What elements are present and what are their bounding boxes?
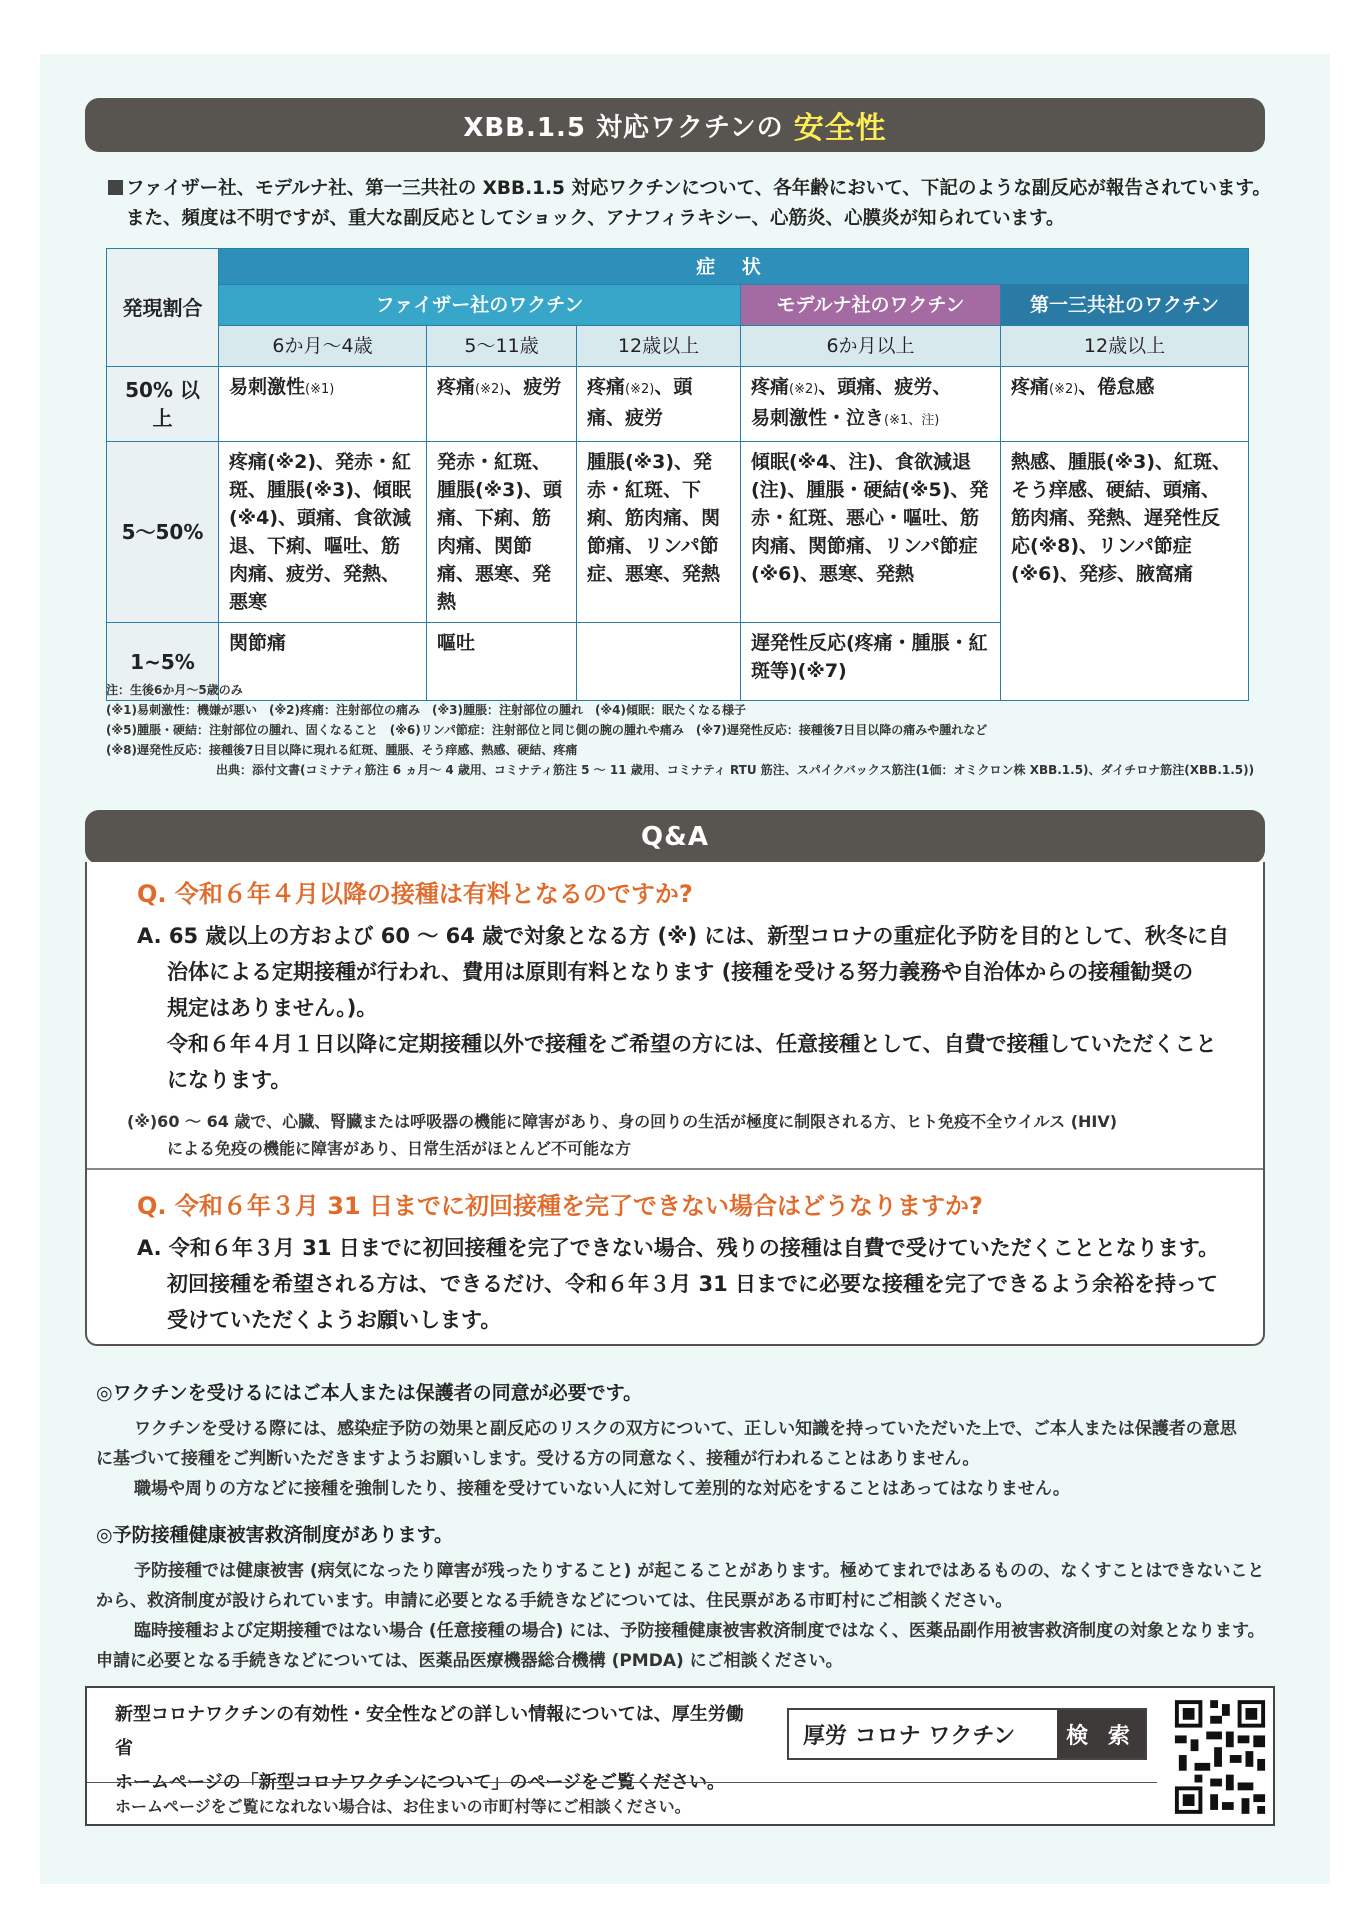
table-cell: 腫脹(※3)、発赤・紅斑、下痢、筋肉痛、関節痛、リンパ節症、悪寒、発熱 — [577, 442, 741, 623]
note-line: 注：生後6か月～5歳のみ — [106, 683, 243, 697]
age-header: 12歳以上 — [1001, 326, 1249, 367]
safety-title-prefix: XBB.1.5 対応ワクチンの — [463, 112, 784, 143]
info-text: 新型コロナワクチンの有効性・安全性などの詳しい情報については、厚生労働省 ホームページの「新型コロナワクチンについて」のページをご覧ください。 — [115, 1704, 744, 1793]
search-box[interactable] — [787, 1708, 1147, 1760]
side-effects-table — [106, 248, 1249, 701]
pfizer-header: ファイザー社のワクチン — [219, 285, 741, 326]
table-cell: 遅発性反応(疼痛・腫脹・紅斑等)(※7) — [741, 623, 1001, 701]
moderna-header: モデルナ社のワクチン — [741, 285, 1001, 326]
table-cell: 易刺激性(※1) — [219, 367, 427, 442]
rate-header: 発現割合 — [107, 249, 219, 367]
safety-title-bar — [85, 98, 1265, 152]
page — [40, 54, 1330, 1884]
answer-1-note: (※)60 ～ 64 歳で、心臓、腎臓または呼吸器の機能に障害があり、身の回りの生活が極度に制限される方、ヒト免疫不全ウイルス (HIV) による免疫の機能に障害があり、日常生活がほとんど不可能な方 — [127, 1112, 1118, 1158]
table-cell: 傾眠(※4、注)、食欲減退(注)、腫脹・硬結(※5)、発赤・紅斑、悪心・嘔吐、筋肉痛、関節痛、リンパ節症(※6)、悪寒、発熱 — [741, 442, 1001, 623]
note-line: (※5)腫脹・硬結：注射部位の腫れ、固くなること (※6)リンパ節症：注射部位と同じ側の腕の腫れや痛み (※7)遅発性反応：接種後7日目以降の痛みや腫れなど — [106, 723, 988, 737]
age-header: 6か月～4歳 — [219, 326, 427, 367]
source-line: 出典：添付文書(コミナティ筋注 6 ヵ月～ 4 歳用、コミナティ筋注 5 ～ 11 歳用、コミナティ RTU 筋注、スパイクバックス筋注(1価：オミクロン株 XBB.1.5)、ダイチロナ筋注(XBB.1.5)) — [216, 763, 1255, 777]
intro-line-1: ファイザー社、モデルナ社、第一三共社の XBB.1.5 対応ワクチンについて、各年齢において、下記のような副反応が報告されています。 — [126, 178, 1271, 199]
rate-label: 1~5% — [107, 623, 219, 701]
table-cell: 疼痛(※2)、頭痛、疲労 — [577, 367, 741, 442]
rate-label: 5～50% — [107, 442, 219, 623]
relief-body: 予防接種では健康被害 (病気になったり障害が残ったりすること) が起こることがあります。極めてまれではあるものの、なくすことはできないこと から、救済制度が設けられています。申請に必要となる手続きなどについては、住民票がある市町村にご相談ください。 臨時接種および定期接種ではない場合 (任意接種の場合) には、予防接種健康被害救済制度ではなく、医薬品副作用被害救済制度の対象となります。 申請に必要となる手続きなどについては、医薬品医療機器総合機構 (PMDA) にご相談ください。 — [96, 1561, 1265, 1671]
search-input[interactable]: 厚労 コロナ ワクチン — [803, 1723, 1016, 1749]
table-cell: 熱感、腫脹(※3)、紅斑、そう痒感、硬結、頭痛、筋肉痛、発熱、遅発性反応(※8)、リンパ節症(※6)、発疹、腋窩痛 — [1001, 442, 1249, 701]
table-cell: 疼痛(※2)、頭痛、疲労、 易刺激性・泣き(※1、注) — [741, 367, 1001, 442]
table-notes — [106, 680, 1266, 780]
table-cell: 疼痛(※2)、倦怠感 — [1001, 367, 1249, 442]
intro-line-2: また、頻度は不明ですが、重大な副反応としてショック、アナフィラキシー、心筋炎、心膜炎が知られています。 — [126, 208, 1065, 229]
question-1: Q. 令和６年４月以降の接種は有料となるのですか? — [137, 880, 693, 908]
daiichi-header: 第一三共社のワクチン — [1001, 285, 1249, 326]
table-cell: 疼痛(※2)、疲労 — [427, 367, 577, 442]
consent-body: ワクチンを受ける際には、感染症予防の効果と副反応のリスクの双方について、正しい知識を持っていただいた上で、ご本人または保護者の意思 に基づいて接種をご判断いただきますようお願いします。受ける方の同意なく、接種が行われることはありません。 職場や周りの方などに接種を強制したり、接種を受けていない人に対して差別的な対応をすることはあってはなりません。 — [96, 1419, 1237, 1499]
consent-heading: ◎ワクチンを受けるにはご本人または保護者の同意が必要です。 — [96, 1382, 643, 1404]
info-divider — [87, 1782, 1157, 1783]
age-header: 5～11歳 — [427, 326, 577, 367]
table-cell: 疼痛(※2)、発赤・紅斑、腫脹(※3)、傾眠(※4)、頭痛、食欲減退、下痢、嘔吐、筋肉痛、疲労、発熱、悪寒 — [219, 442, 427, 623]
qr-code-icon[interactable] — [1171, 1696, 1269, 1818]
answer-2: A. 令和６年３月 31 日までに初回接種を完了できない場合、残りの接種は自費で受けていただくこととなります。 初回接種を希望される方は、できるだけ、令和６年３月 31 日までに必要な接種を完了できるよう余裕を持って 受けていただくようお願いします。 — [137, 1236, 1220, 1332]
info-box — [85, 1686, 1275, 1826]
info-note: ホームページをご覧になれない場合は、お住まいの市町村等にご相談ください。 — [115, 1797, 691, 1816]
qa-box — [85, 862, 1265, 1346]
table-cell: 関節痛 — [219, 623, 427, 701]
qa-title: Q&A — [641, 822, 709, 852]
age-header: 12歳以上 — [577, 326, 741, 367]
question-2: Q. 令和６年３月 31 日までに初回接種を完了できない場合はどうなりますか? — [137, 1192, 983, 1220]
symptoms-header: 症 状 — [219, 249, 1249, 285]
rate-label: 50% 以上 — [107, 367, 219, 442]
qa-divider — [87, 1168, 1263, 1170]
age-header: 6か月以上 — [741, 326, 1001, 367]
square-bullet-icon — [108, 180, 123, 195]
safety-title-highlight: 安全性 — [793, 111, 887, 146]
qa-title-bar — [85, 810, 1265, 864]
search-button[interactable]: 検 索 — [1057, 1710, 1145, 1758]
safety-intro — [108, 174, 1278, 234]
table-cell: 発赤・紅斑、腫脹(※3)、頭痛、下痢、筋肉痛、関節痛、悪寒、発熱 — [427, 442, 577, 623]
answer-1: A. 65 歳以上の方および 60 ～ 64 歳で対象となる方 (※) には、新型コロナの重症化予防を目的として、秋冬に自 治体による定期接種が行われ、費用は原則有料となります (接種を受ける努力義務や自治体からの接種勧奨の 規定はありません。)。 令和６年４月１日以降に定期接種以外で接種をご希望の方には、任意接種として、自費で接種していただくこと になります。 — [137, 924, 1229, 1092]
table-cell: 嘔吐 — [427, 623, 577, 701]
relief-heading: ◎予防接種健康被害救済制度があります。 — [96, 1524, 454, 1546]
note-line: (※1)易刺激性：機嫌が悪い (※2)疼痛：注射部位の痛み (※3)腫脹：注射部位の腫れ (※4)傾眠：眠たくなる様子 — [106, 703, 746, 717]
note-line: (※8)遅発性反応：接種後7日目以降に現れる紅斑、腫脹、そう痒感、熱感、硬結、疼痛 — [106, 743, 578, 757]
